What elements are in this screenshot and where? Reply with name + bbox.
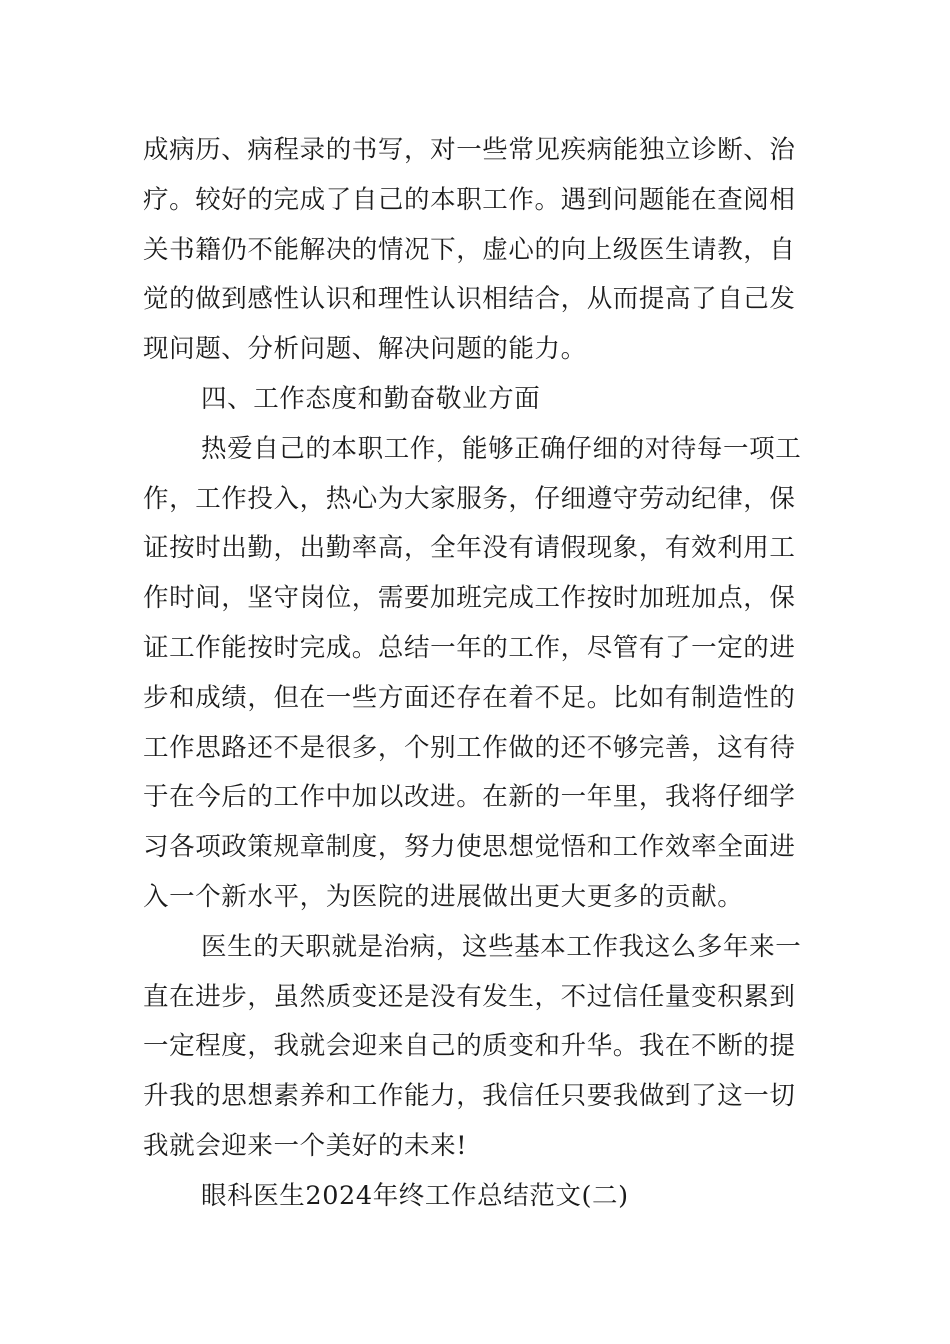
paragraph-continued	[143, 126, 808, 375]
text-line: 升我的思想素养和工作能力，我信任只要我做到了这一切	[143, 1081, 796, 1112]
heading-text: 四、工作态度和勤奋敬业方面	[201, 383, 541, 414]
text-line: 关书籍仍不能解决的情况下，虚心的向上级医生请教，自	[143, 234, 796, 265]
text-line: 证按时出勤，出勤率高，全年没有请假现象，有效利用工	[143, 533, 796, 564]
section-heading	[143, 375, 808, 425]
text-line: 作时间，坚守岗位，需要加班完成工作按时加班加点，保	[143, 583, 796, 614]
text-line: 热爱自己的本职工作，能够正确仔细的对待每一项工	[201, 433, 802, 464]
text-line: 一定程度，我就会迎来自己的质变和升华。我在不断的提	[143, 1031, 796, 1062]
document-body	[143, 126, 808, 1222]
next-article-title	[143, 1172, 808, 1222]
paragraph-work-attitude	[143, 425, 808, 923]
text-line: 成病历、病程录的书写，对一些常见疾病能独立诊断、治	[143, 135, 796, 165]
text-line: 直在进步，虽然质变还是没有发生，不过信任量变积累到	[143, 981, 796, 1012]
text-line: 于在今后的工作中加以改进。在新的一年里，我将仔细学	[143, 782, 796, 813]
text-line: 医生的天职就是治病，这些基本工作我这么多年来一	[201, 931, 802, 962]
text-line: 工作思路还不是很多，个别工作做的还不够完善，这有待	[143, 732, 796, 763]
text-line: 觉的做到感性认识和理性认识相结合，从而提高了自己发	[143, 284, 796, 315]
text-line: 习各项政策规章制度，努力使思想觉悟和工作效率全面进	[143, 832, 796, 863]
text-line: 现问题、分析问题、解决问题的能力。	[143, 334, 587, 365]
text-line: 证工作能按时完成。总结一年的工作，尽管有了一定的进	[143, 632, 796, 663]
title-text: 眼科医生2024年终工作总结范文(二)	[201, 1180, 629, 1211]
text-line: 步和成绩，但在一些方面还存在着不足。比如有制造性的	[143, 682, 796, 713]
paragraph-closing	[143, 923, 808, 1172]
text-line: 入一个新水平，为医院的进展做出更大更多的贡献。	[143, 881, 744, 912]
text-line: 疗。较好的完成了自己的本职工作。遇到问题能在查阅相	[143, 184, 796, 215]
text-line: 作，工作投入，热心为大家服务，仔细遵守劳动纪律，保	[143, 483, 796, 514]
text-line: 我就会迎来一个美好的未来!	[143, 1130, 468, 1161]
